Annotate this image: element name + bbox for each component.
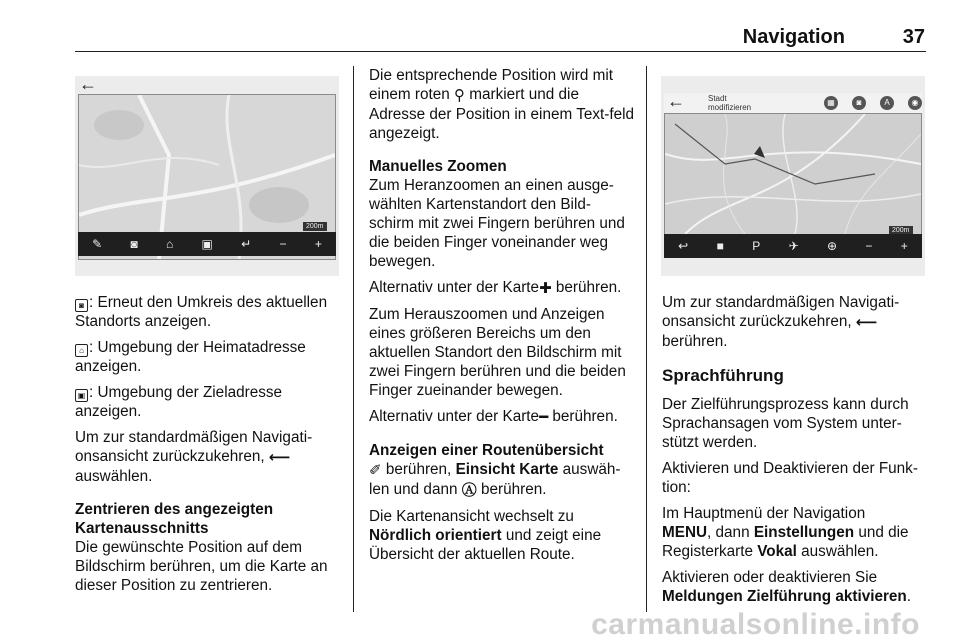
column-divider <box>646 66 647 612</box>
plus-icon: + <box>314 237 322 251</box>
map-area <box>664 113 922 235</box>
page-title: Navigation <box>742 26 845 48</box>
north-icon: Ⓐ <box>461 482 477 499</box>
section-heading-overview: Anzeigen einer Routenübersicht <box>369 442 604 459</box>
left-column <box>75 293 343 602</box>
minus-icon: − <box>865 239 873 253</box>
map-topbar <box>664 93 922 113</box>
voice-paragraph-2: Aktivieren und Deaktivieren der Funk-tion: <box>662 460 918 496</box>
right-column <box>662 293 930 613</box>
plus-icon: ✚ <box>539 280 552 297</box>
page-header <box>0 0 960 56</box>
zoom-out-paragraph: Zum Herauszoomen und Anzeigen eines größeren Bereichs um den aktuellen Standort den Bildschirm mit zwei Fingern berühren und die beiden Finger zueinander bewegen. <box>369 306 626 399</box>
section-heading-voice: Sprachführung <box>662 366 784 385</box>
watermark: carmanualsonline.info <box>591 608 920 641</box>
return-icon: ↩ <box>678 239 689 253</box>
view-paragraph: Die Kartenansicht wechselt zu Nördlich orientiert und zeigt eine Übersicht der aktuellen Route. <box>369 508 602 563</box>
add-icon: ⊕ <box>827 239 838 253</box>
map-scale: 200m <box>303 222 327 231</box>
back-paragraph: Um zur standardmäßigen Navigati-onsansicht zurückzukehren, ⟵ berühren. <box>662 294 900 350</box>
destination-icon: ▣ <box>201 237 213 251</box>
minus-icon: − <box>279 237 287 251</box>
legend-item: ▣ : Umgebung der Zieladresse anzeigen. <box>75 384 283 420</box>
section-heading: Zentrieren des angezeigten Kartenausschnitts <box>75 501 274 537</box>
edit-icon: ✎ <box>92 237 103 251</box>
map-screenshot-right <box>661 76 925 276</box>
route-icon: ↵ <box>241 237 252 251</box>
back-paragraph: Um zur standardmäßigen Navigati- onsansicht zurückzukehren, ⟵ auswählen. <box>75 429 313 485</box>
zoom-in-paragraph: Zum Heranzoomen an einen ausge-wählten Kartenstandort den Bild-schirm mit zwei Fingern berühren und die beiden Finger voneinander weg bewegen. <box>369 177 625 270</box>
car-icon: ◙ <box>852 96 866 110</box>
header-rule <box>75 51 926 52</box>
overview-paragraph: ✐ berühren, Einsicht Karte auswäh-len und dann Ⓐ berühren. <box>369 461 621 499</box>
voice-paragraph-4: Aktivieren oder deaktivieren Sie Meldungen Zielführung aktivieren. <box>662 569 912 605</box>
home-icon: ⌂ <box>166 237 174 251</box>
pin-icon: ⚲ <box>454 87 466 104</box>
page-number: 37 <box>902 26 925 48</box>
position-paragraph: Die entsprechende Position wird mit einem roten ⚲ markiert und die Adresse der Position in einem Text-feld angezeigt. <box>369 67 634 142</box>
voice-paragraph-1: Der Zielführungsprozess kann durch Sprachansagen vom System unter-stützt werden. <box>662 396 909 451</box>
building-icon: ▦ <box>824 96 838 110</box>
column-divider <box>353 66 354 612</box>
alt-minus-paragraph: Alternativ unter der Karte━ berühren. <box>369 408 618 426</box>
stop-icon: ■ <box>716 239 724 253</box>
parking-icon: P <box>752 239 761 253</box>
legend-item: ◙ : Erneut den Umkreis des aktuellen Standorts anzeigen. <box>75 294 328 330</box>
map-toolbar <box>664 234 922 258</box>
car-icon: ◙ <box>75 299 88 312</box>
map-scale: 200m <box>889 226 913 235</box>
topbar-label: Stadt modifizieren <box>708 94 752 112</box>
map-roads <box>665 114 921 234</box>
alt-plus-paragraph: Alternativ unter der Karte✚ berühren. <box>369 279 622 297</box>
center-paragraph: Die gewünschte Position auf dem Bildschirm berühren, um die Karte an dieser Position zu zentrieren. <box>75 539 328 594</box>
north-icon: A <box>880 96 894 110</box>
back-arrow-icon: ← <box>667 91 685 111</box>
home-icon: ⌂ <box>75 344 88 357</box>
back-arrow-icon: ⟵ <box>268 449 291 466</box>
back-arrow-icon: ⟵ <box>855 314 878 331</box>
back-arrow-icon: ← <box>79 76 97 94</box>
middle-column <box>369 66 635 571</box>
map-screenshot-left <box>75 76 339 276</box>
plus-icon: + <box>900 239 908 253</box>
airport-icon: ✈ <box>788 239 799 253</box>
edit-icon: ✐ <box>369 462 382 479</box>
destination-icon: ◉ <box>908 96 922 110</box>
minus-icon: ━ <box>539 409 549 426</box>
map-toolbar <box>78 232 336 256</box>
destination-icon: ▣ <box>75 389 88 402</box>
section-heading-zoom: Manuelles Zoomen <box>369 158 507 175</box>
voice-paragraph-3: Im Hauptmenü der Navigation MENU, dann Einstellungen und die Registerkarte Vokal auswählen. <box>662 505 909 560</box>
legend-item: ⌂ : Umgebung der Heimatadresse anzeigen. <box>75 339 306 375</box>
car-icon: ◙ <box>130 237 138 251</box>
